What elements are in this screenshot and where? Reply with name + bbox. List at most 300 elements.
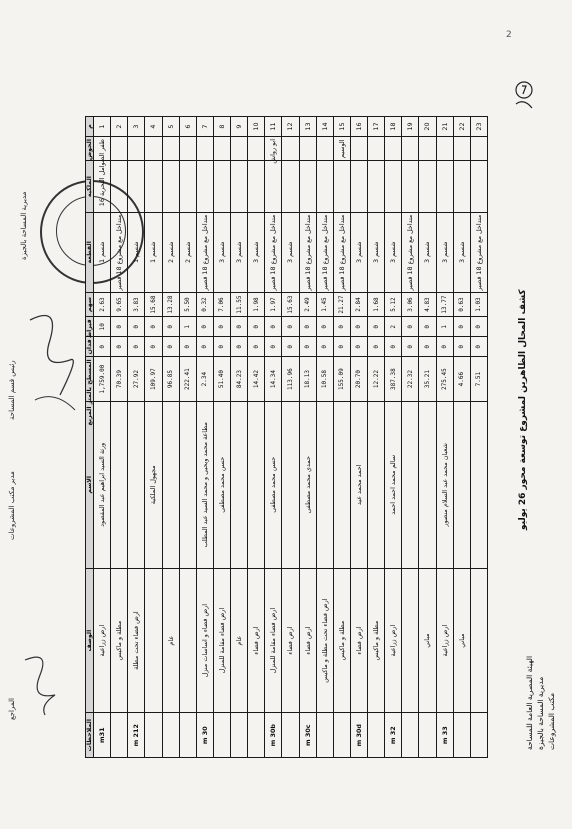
row-ownership [213,161,230,212]
row-parcel: متداخل مع مشروع 18 قصير [111,212,128,292]
row-qirat: 0 [213,317,230,337]
row-basin [196,137,213,161]
row-qirat: 0 [265,317,282,337]
row-ownership [196,161,213,212]
signature-area [20,300,90,420]
row-ownership [265,161,282,212]
header-qirat: قيراط [86,317,94,337]
row-ownership [299,161,316,212]
row-name [128,401,145,568]
row-basin [453,137,470,161]
table-row [128,117,145,758]
row-notes: m 30 [196,713,213,758]
signature-label-top: رئيس قسم المساحة [8,360,16,420]
row-area: 113.96 [282,357,299,402]
row-name [470,401,487,568]
row-area: 1,759.00 [94,357,111,402]
row-qirat: 0 [402,317,419,337]
table-row [453,117,470,758]
stamp-text: مديرية المساحة بالجيزة [20,191,28,260]
row-name [402,401,419,568]
row-basin [419,137,436,161]
row-area: 14.42 [248,357,265,402]
row-notes [231,713,248,758]
row-ownership [248,161,265,212]
row-area: 275.45 [436,357,453,402]
row-notes [316,713,333,758]
row-basin [248,137,265,161]
row-name: مطاعة محمد ويحيى و محمد السيد عبد المطلب [196,401,213,568]
row-notes: m 33 [436,713,453,758]
row-parcel: شسم 2 [162,212,179,292]
row-basin: ظفر الصوامل البحرية 16 [94,137,111,161]
row-ownership [453,161,470,212]
row-notes: m 30c [299,713,316,758]
row-sahm: 21.27 [333,292,350,316]
row-serial: 7 [196,117,213,137]
row-parcel: شسم 2 [179,212,196,292]
row-notes [213,713,230,758]
row-parcel: متداخل مع مشروع 18 قصير [470,212,487,292]
row-basin: ابو رواش [265,137,282,161]
row-basin [436,137,453,161]
reviewer-signature-icon [20,650,60,720]
row-parcel: شسم 1 [128,212,145,292]
row-description: ارض فضاء تحت مظلة [128,568,145,713]
row-fadan: 0 [385,337,402,357]
row-serial: 13 [299,117,316,137]
row-basin [162,137,179,161]
table-row [470,117,487,758]
row-area: 70.39 [111,357,128,402]
row-ownership [385,161,402,212]
row-basin [145,137,162,161]
row-fadan: 0 [213,337,230,357]
header-area: المسطح بالمتر المربع [86,357,94,402]
row-name: شعبان محمد عبد السلام منصور [436,401,453,568]
row-name: ورثة السيد ابراهيم عبد المقصود [94,401,111,568]
row-fadan: 0 [196,337,213,357]
row-ownership [470,161,487,212]
table-row [419,117,436,758]
row-description: عام [231,568,248,713]
row-qirat: 2 [385,317,402,337]
row-parcel: شسم 1 [145,212,162,292]
row-ownership [419,161,436,212]
row-area: 18.13 [299,357,316,402]
row-description: ارض زراعية [385,568,402,713]
row-area: 51.40 [213,357,230,402]
row-notes: m31 [94,713,111,758]
row-name [248,401,265,568]
row-fadan: 0 [350,337,367,357]
row-serial: 19 [402,117,419,137]
organization-header [524,610,564,750]
row-serial: 23 [470,117,487,137]
handwritten-mark [510,80,538,114]
row-basin [368,137,385,161]
row-area: 10.58 [316,357,333,402]
row-name [333,401,350,568]
row-fadan: 0 [282,337,299,357]
row-name [162,401,179,568]
row-name: حمدي محمد مصطفى [299,401,316,568]
row-qirat: 0 [470,317,487,337]
row-ownership [179,161,196,212]
row-ownership [350,161,367,212]
row-sahm: 2.63 [94,292,111,316]
row-qirat: 0 [333,317,350,337]
row-notes: m 30d [350,713,367,758]
row-ownership [145,161,162,212]
row-sahm: 13.77 [436,292,453,316]
row-area: 109.97 [145,357,162,402]
row-description: ارض فضاء [248,568,265,713]
table-row [179,117,196,758]
row-name [316,401,333,568]
row-area: 12.22 [368,357,385,402]
row-sahm: 1.68 [368,292,385,316]
row-ownership [231,161,248,212]
row-parcel: شسم 3 [282,212,299,292]
row-description: ارض فضاء مقامة للمنزل [213,568,230,713]
row-description: ارض فضاء [282,568,299,713]
row-fadan: 0 [368,337,385,357]
row-name: حسن محمد مصطفى [265,401,282,568]
table-row [350,117,367,758]
row-notes [111,713,128,758]
row-name: سالم محمد احمد احمد [385,401,402,568]
row-basin [179,137,196,161]
table-header-row [86,117,94,758]
row-description: مظلة و ماكيس [368,568,385,713]
row-parcel: شسم 3 [385,212,402,292]
row-fadan: 0 [145,337,162,357]
row-description [402,568,419,713]
row-fadan: 0 [248,337,265,357]
row-area: 20.70 [350,357,367,402]
row-notes [179,713,196,758]
row-qirat: 0 [299,317,316,337]
row-fadan: 0 [162,337,179,357]
row-fadan: 0 [231,337,248,357]
row-parcel: متداخل مع مشروع 18 قصير [265,212,282,292]
row-description: ارض فضاء [350,568,367,713]
row-serial: 11 [265,117,282,137]
row-serial: 15 [333,117,350,137]
row-fadan: 0 [453,337,470,357]
row-qirat: 1 [179,317,196,337]
row-serial: 10 [248,117,265,137]
row-fadan: 0 [128,337,145,357]
row-area: 22.32 [402,357,419,402]
row-sahm: 1.45 [316,292,333,316]
row-sahm: 11.55 [231,292,248,316]
table-row [111,117,128,758]
row-ownership [111,161,128,212]
row-fadan: 0 [436,337,453,357]
row-serial: 2 [111,117,128,137]
row-parcel: متداخل مع مشروع 18 قصير [299,212,316,292]
row-parcel: متداخل مع مشروع 18 قصير [333,212,350,292]
row-ownership [333,161,350,212]
row-basin [316,137,333,161]
row-basin [282,137,299,161]
signature-label-right: المراجع [8,698,16,720]
header-parcel: القطعة [86,212,94,292]
row-name: حسن محمد مصطفى [213,401,230,568]
row-fadan: 0 [333,337,350,357]
row-qirat: 0 [128,317,145,337]
row-parcel: شسم 3 [436,212,453,292]
row-sahm: 15.68 [145,292,162,316]
row-ownership [282,161,299,212]
row-qirat: 0 [282,317,299,337]
row-name [419,401,436,568]
row-serial: 8 [213,117,230,137]
row-serial: 5 [162,117,179,137]
row-notes [470,713,487,758]
table-row [231,117,248,758]
table-row [436,117,453,758]
header-basin: الحوض [86,137,94,161]
row-sahm: 3.83 [128,292,145,316]
row-notes: m 30b [265,713,282,758]
row-area: 35.21 [419,357,436,402]
row-name [179,401,196,568]
row-basin [128,137,145,161]
row-name [111,401,128,568]
row-fadan: 0 [94,337,111,357]
row-area: 222.41 [179,357,196,402]
table-row [162,117,179,758]
row-parcel: شسم 3 [453,212,470,292]
table-row [316,117,333,758]
row-fadan: 0 [265,337,282,357]
row-notes [145,713,162,758]
row-ownership [368,161,385,212]
row-basin [470,137,487,161]
row-parcel: شسم 3 [213,212,230,292]
row-description: ارض زراعية [436,568,453,713]
row-name: مجهول الملكية [145,401,162,568]
row-qirat: 0 [248,317,265,337]
table-row [333,117,350,758]
row-qirat: 0 [231,317,248,337]
row-qirat: 0 [316,317,333,337]
row-fadan: 0 [179,337,196,357]
row-sahm: 15.63 [282,292,299,316]
row-basin [299,137,316,161]
row-sahm: 1.03 [470,292,487,316]
row-serial: 18 [385,117,402,137]
table-row [213,117,230,758]
row-description [470,568,487,713]
row-description: ارض فضاء تحت مظلة و ماكيس [316,568,333,713]
row-parcel: شسم 3 [419,212,436,292]
table-row [145,117,162,758]
row-basin [385,137,402,161]
row-notes [419,713,436,758]
row-area: 84.23 [231,357,248,402]
row-description [145,568,162,713]
header-description: الوصف [86,568,94,713]
row-basin [350,137,367,161]
row-basin: الوسيم [333,137,350,161]
row-sahm: 13.28 [162,292,179,316]
header-ownership: الملكية [86,161,94,212]
row-qirat: 10 [94,317,111,337]
row-parcel: شسم 3 [350,212,367,292]
row-basin [231,137,248,161]
rotated-table-container [85,116,488,758]
row-sahm: 0.63 [453,292,470,316]
row-sahm: 9.65 [111,292,128,316]
row-basin [402,137,419,161]
row-qirat: 0 [453,317,470,337]
row-description: مظلة و ماكيس [333,568,350,713]
row-serial: 21 [436,117,453,137]
row-description: مباني [419,568,436,713]
row-description [179,568,196,713]
row-fadan: 0 [402,337,419,357]
row-serial: 22 [453,117,470,137]
row-notes [453,713,470,758]
parcels-table [85,116,488,758]
row-area: 155.09 [333,357,350,402]
row-ownership [402,161,419,212]
row-description: عام [162,568,179,713]
table-row [299,117,316,758]
row-fadan: 0 [299,337,316,357]
row-fadan: 0 [470,337,487,357]
row-sahm: 3.06 [402,292,419,316]
row-serial: 20 [419,117,436,137]
row-ownership [316,161,333,212]
document-title: كشف المحال الظاهرين لمشروع توسعة محور 26 يوليو [518,289,528,531]
row-sahm: 5.50 [179,292,196,316]
row-name [453,401,470,568]
row-area: 96.85 [162,357,179,402]
row-name [282,401,299,568]
row-qirat: 1 [436,317,453,337]
row-ownership [436,161,453,212]
header-fadan: فدان [86,337,94,357]
row-serial: 17 [368,117,385,137]
table-row [385,117,402,758]
row-description: مظلة و ماكيس [111,568,128,713]
signature-scribble-icon [20,300,90,420]
row-qirat: 0 [111,317,128,337]
row-description: مباني [453,568,470,713]
header-sahm: سهم [86,292,94,316]
row-notes [248,713,265,758]
row-serial: 1 [94,117,111,137]
row-notes [282,713,299,758]
table-row [196,117,213,758]
table-row [402,117,419,758]
row-sahm: 5.12 [385,292,402,316]
row-area: 14.34 [265,357,282,402]
org-line-3: مكتب المشروعات [547,692,556,750]
row-serial: 14 [316,117,333,137]
table-row [265,117,282,758]
row-sahm: 4.83 [419,292,436,316]
row-serial: 9 [231,117,248,137]
row-notes [402,713,419,758]
table-row [282,117,299,758]
row-basin [213,137,230,161]
row-fadan: 0 [316,337,333,357]
row-serial: 12 [282,117,299,137]
row-sahm: 2.49 [299,292,316,316]
row-fadan: 0 [111,337,128,357]
row-ownership [162,161,179,212]
row-area: 4.66 [453,357,470,402]
row-area: 7.51 [470,357,487,402]
row-qirat: 0 [350,317,367,337]
row-notes [368,713,385,758]
row-notes [333,713,350,758]
row-area: 2.34 [196,357,213,402]
row-qirat: 0 [368,317,385,337]
row-notes: m 212 [128,713,145,758]
row-serial: 16 [350,117,367,137]
row-notes [162,713,179,758]
table-row [368,117,385,758]
row-notes: m 32 [385,713,402,758]
row-area: 387.38 [385,357,402,402]
table-row [248,117,265,758]
row-fadan: 0 [419,337,436,357]
row-parcel: شسم 3 [368,212,385,292]
row-parcel: متداخل مع مشروع 18 قصير [316,212,333,292]
row-sahm: 0.32 [196,292,213,316]
row-qirat: 0 [145,317,162,337]
row-serial: 4 [145,117,162,137]
row-qirat: 0 [162,317,179,337]
row-serial: 3 [128,117,145,137]
row-parcel: شسم 3 [231,212,248,292]
header-serial: م [86,117,94,137]
row-sahm: 2.84 [350,292,367,316]
row-description: ارض فضاء مقامة للمنزل [265,568,282,713]
row-ownership [128,161,145,212]
row-description: ارض زراعية [94,568,111,713]
row-sahm: 7.06 [213,292,230,316]
signature-label-bottom: مدير مكتب المشروعات [8,471,16,540]
row-description: ارض فضاء [299,568,316,713]
header-name: الاسم [86,401,94,568]
row-name [368,401,385,568]
org-line-1: الهيئة المصرية العامة للمساحة [525,655,534,750]
row-area: 27.92 [128,357,145,402]
row-parcel: متداخل مع مشروع 18 قصير [402,212,419,292]
table-row [94,117,111,758]
row-name [231,401,248,568]
row-basin [111,137,128,161]
row-qirat: 0 [419,317,436,337]
page-number: 2 [506,30,512,40]
row-sahm: 1.98 [248,292,265,316]
row-name: احمد محمد عيد [350,401,367,568]
row-sahm: 1.97 [265,292,282,316]
row-serial: 6 [179,117,196,137]
row-description: ارض فضاء و اساسات منزل [196,568,213,713]
row-parcel: شسم 3 [248,212,265,292]
row-qirat: 0 [196,317,213,337]
header-notes: الملاحظات [86,713,94,758]
